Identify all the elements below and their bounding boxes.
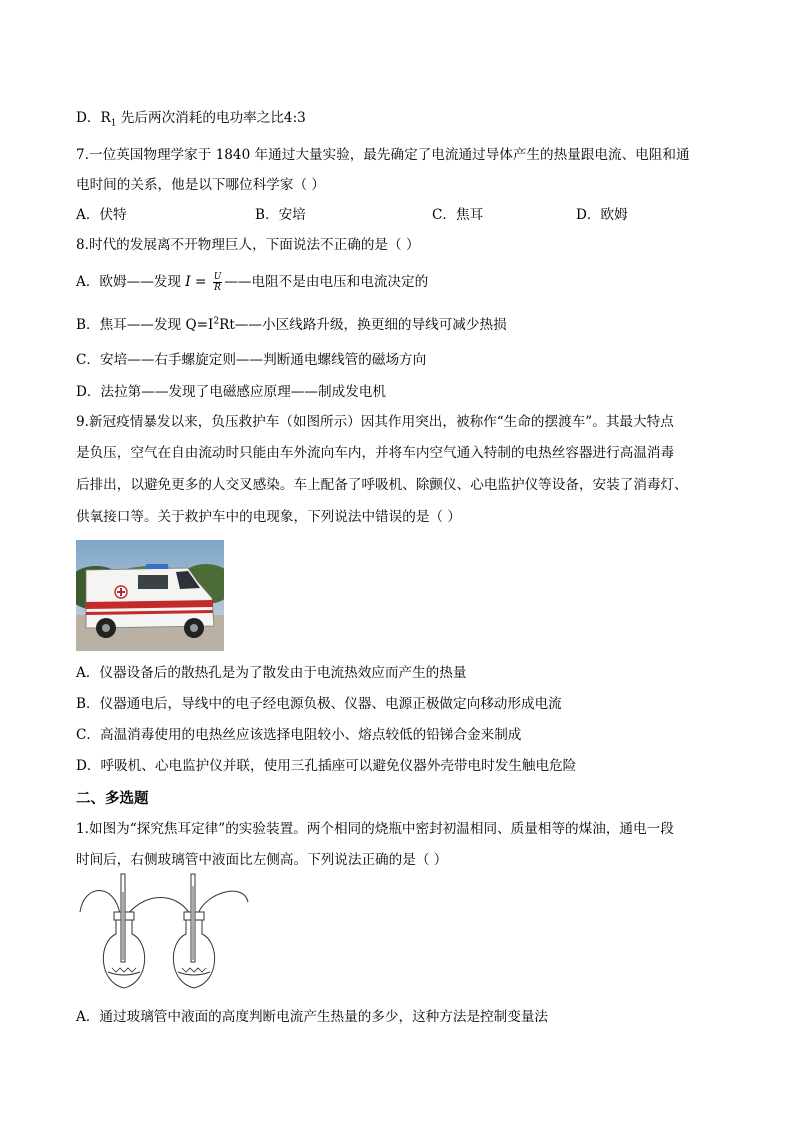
q9-option-b: B．仪器通电后，导线中的电子经电源负极、仪器、电源正极做定向移动形成电流 bbox=[76, 696, 562, 712]
q7-stem-line1: 7.一位英国物理学家于 1840 年通过大量实验，最先确定了电流通过导体产生的热量跟电流、电阻和通 bbox=[76, 147, 690, 163]
ohm-law-fraction: $\frac{U}{R}$ bbox=[213, 272, 222, 293]
q9-stem-line3: 后排出，以避免更多的人交叉感染。车上配备了呼吸机、除颤仪、心电监护仪等设备，安装了消毒灯、 bbox=[76, 477, 688, 493]
joule-law-apparatus-diagram bbox=[76, 872, 256, 1002]
q6-option-d: D．$R_1$ 先后两次消耗的电功率之比4:3 bbox=[76, 110, 306, 129]
q9-option-a: A．仪器设备后的散热孔是为了散发由于电流热效应而产生的热量 bbox=[76, 665, 467, 681]
q8-option-c: C．安培——右手螺旋定则——判断通电螺线管的磁场方向 bbox=[76, 352, 427, 368]
q7-option-a: A．伏特 bbox=[76, 207, 127, 223]
q7-option-c: C．焦耳 bbox=[432, 207, 484, 223]
q8-option-b: B．焦耳——发现 $Q=I^2Rt——$小区线路升级，换更细的导线可减少热损 bbox=[76, 316, 507, 333]
mq1-stem-line2: 时间后，右侧玻璃管中液面比左侧高。下列说法正确的是（ ） bbox=[76, 852, 448, 868]
section-heading-multiple-choice: 二、多选题 bbox=[76, 791, 149, 807]
mq1-stem-line1: 1.如图为“探究焦耳定律”的实验装置。两个相同的烧瓶中密封初温相同、质量相等的煤油，通电一段 bbox=[76, 821, 674, 837]
q9-option-d: D．呼吸机、心电监护仪并联，使用三孔插座可以避免仪器外壳带电时发生触电危险 bbox=[76, 758, 577, 774]
q9-option-c: C．高温消毒使用的电热丝应该选择电阻较小、熔点较低的铅锑合金来制成 bbox=[76, 727, 522, 743]
q7-option-d: D．欧姆 bbox=[576, 207, 628, 223]
q8-stem: 8.时代的发展离不开物理巨人，下面说法不正确的是（ ） bbox=[76, 237, 420, 253]
q8-option-a: A．欧姆——发现 I = $\frac{U}{R}$ ——电阻不是由电压和电流决定的 bbox=[76, 272, 429, 293]
q9-stem-line1: 9.新冠疫情暴发以来，负压救护车（如图所示）因其作用突出，被称作“生命的摆渡车”。其最大特点 bbox=[76, 414, 674, 430]
q9-stem-line4: 供氧接口等。关于救护车中的电现象，下列说法中错误的是（ ） bbox=[76, 509, 461, 525]
ambulance-photo bbox=[76, 540, 224, 651]
q9-stem-line2: 是负压，空气在自由流动时只能由车外流向车内，并将车内空气通入特制的电热丝容器进行高温消毒 bbox=[76, 445, 675, 461]
q8-option-d: D．法拉第——发现了电磁感应原理——制成发电机 bbox=[76, 384, 386, 400]
q7-option-b: B．安培 bbox=[255, 207, 306, 223]
q7-stem-line2: 电时间的关系，他是以下哪位科学家（ ） bbox=[76, 177, 326, 193]
mq1-option-a: A．通过玻璃管中液面的高度判断电流产生热量的多少，这种方法是控制变量法 bbox=[76, 1009, 549, 1025]
